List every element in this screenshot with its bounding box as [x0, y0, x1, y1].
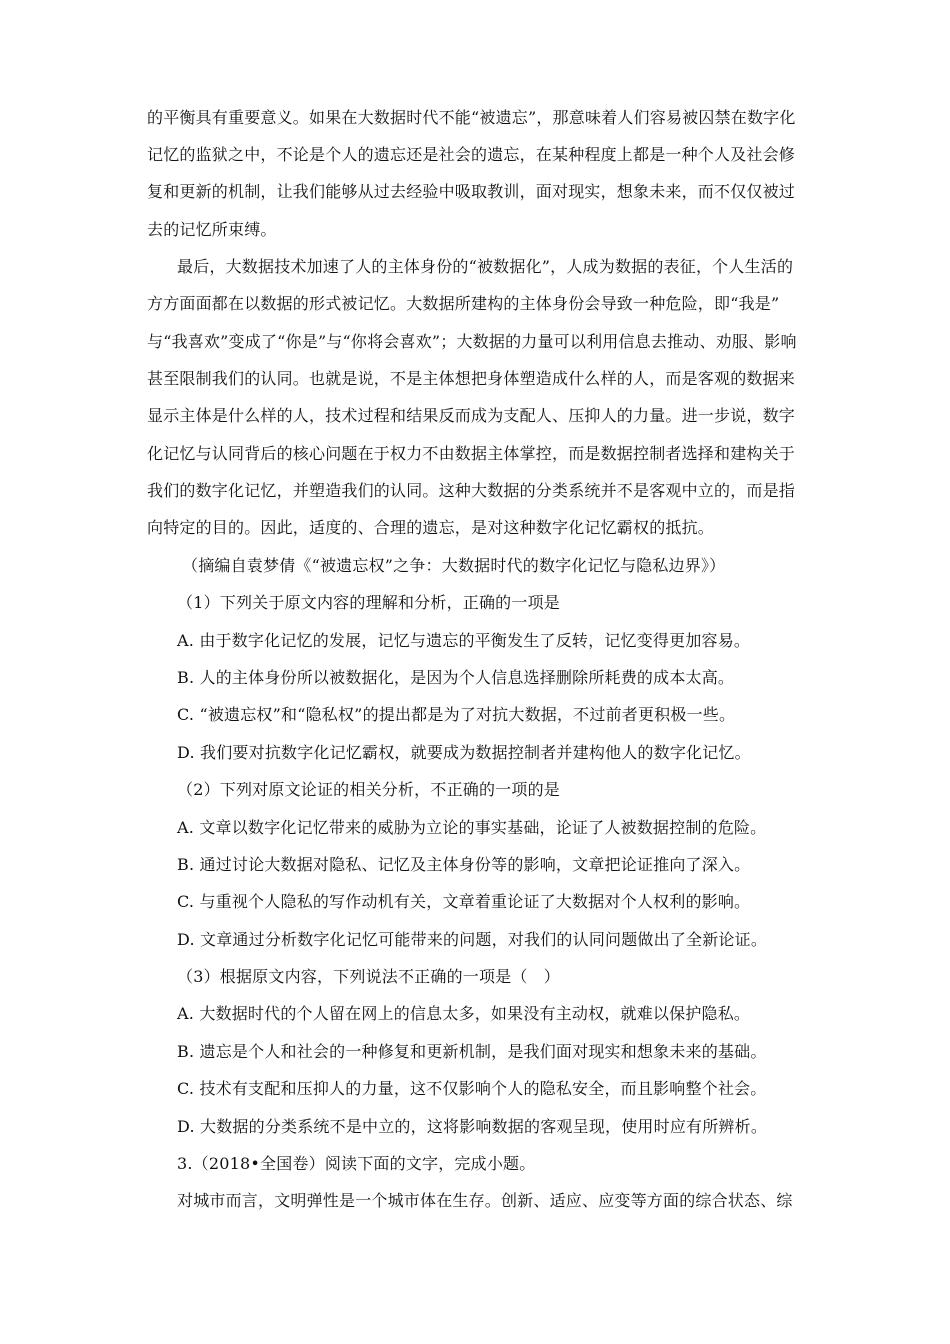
paragraph-line: 我们的数字化记忆，并塑造我们的认同。这种大数据的分类系统并不是客观中立的，而是指 [147, 481, 796, 500]
answer-option: A. 文章以数字化记忆带来的威胁为立论的事实基础，论证了人被数据控制的危险。 [177, 818, 767, 837]
question-stem: （3）根据原文内容，下列说法不正确的一项是（ ） [177, 967, 560, 986]
paragraph-line: 显示主体是什么样的人，技术过程和结果反而成为支配人、压抑人的力量。进一步说，数字 [147, 406, 796, 425]
answer-option: D. 文章通过分析数字化记忆可能带来的问题，对我们的认同问题做出了全新论证。 [177, 930, 768, 949]
question-stem: （2）下列对原文论证的相关分析，不正确的一项的是 [177, 780, 560, 799]
answer-option: A. 大数据时代的个人留在网上的信息太多，如果没有主动权，就难以保护隐私。 [177, 1004, 751, 1023]
answer-option: B. 遗忘是个人和社会的一种修复和更新机制，是我们面对现实和想象未来的基础。 [177, 1042, 767, 1061]
answer-option: B. 通过讨论大数据对隐私、记忆及主体身份等的影响，文章把论证推向了深入。 [177, 855, 751, 874]
paragraph-line: 向特定的目的。因此，适度的、合理的遗忘，是对这种数字化记忆霸权的抵抗。 [147, 518, 715, 537]
answer-option: D. 我们要对抗数字化记忆霸权，就要成为数据控制者并建构他人的数字化记忆。 [177, 743, 751, 762]
answer-option: C. 与重视个人隐私的写作动机有关，文章着重论证了大数据对个人权利的影响。 [177, 892, 751, 911]
paragraph-line: 记忆的监狱之中，不论是个人的遗忘还是社会的遗忘，在某种程度上都是一种个人及社会修 [147, 145, 796, 164]
paragraph-line: 对城市而言，文明弹性是一个城市体在生存。创新、适应、应变等方面的综合状态、综 [177, 1191, 793, 1210]
answer-option: B. 人的主体身份所以被数据化，是因为个人信息选择删除所耗费的成本太高。 [177, 668, 735, 687]
answer-option: C. 技术有支配和压抑人的力量，这不仅影响个人的隐私安全，而且影响整个社会。 [177, 1079, 767, 1098]
section-heading: 3.（2018•全国卷）阅读下面的文字，完成小题。 [177, 1154, 536, 1173]
paragraph-line: 化记忆与认同背后的核心问题在于权力不由数据主体掌控，而是数据控制者选择和建构关于 [147, 444, 796, 463]
paragraph-line: 与“我喜欢”变成了“你是”与“你将会喜欢”；大数据的力量可以利用信息去推动、劝服、影响 [147, 332, 797, 351]
paragraph-line: 甚至限制我们的认同。也就是说，不是主体想把身体塑造成什么样的人，而是客观的数据来 [147, 369, 796, 388]
paragraph-line: 的平衡具有重要意义。如果在大数据时代不能“被遗忘”，那意味着人们容易被囚禁在数字化 [147, 108, 796, 127]
question-stem: （1）下列关于原文内容的理解和分析，正确的一项是 [177, 593, 560, 612]
paragraph-line: 最后，大数据技术加速了人的主体身份的“被数据化”，人成为数据的表征，个人生活的 [177, 257, 794, 276]
answer-option: C. “被遗忘权”和“隐私权”的提出都是为了对抗大数据，不过前者更积极一些。 [177, 705, 736, 724]
answer-option: D. 大数据的分类系统不是中立的，这将影响数据的客观呈现，使用时应有所辨析。 [177, 1117, 768, 1136]
answer-option: A. 由于数字化记忆的发展，记忆与遗忘的平衡发生了反转，记忆变得更加容易。 [177, 631, 751, 650]
paragraph-line: 方方面面都在以数据的形式被记忆。大数据所建构的主体身份会导致一种危险，即“我是” [147, 294, 780, 313]
paragraph-line: 去的记忆所束缚。 [147, 220, 277, 239]
source-citation: （摘编自袁梦倩《“被遗忘权”之争：大数据时代的数字化记忆与隐私边界》） [182, 556, 726, 575]
paragraph-line: 复和更新的机制，让我们能够从过去经验中吸取教训，面对现实，想象未来，而不仅仅被过 [147, 182, 796, 201]
